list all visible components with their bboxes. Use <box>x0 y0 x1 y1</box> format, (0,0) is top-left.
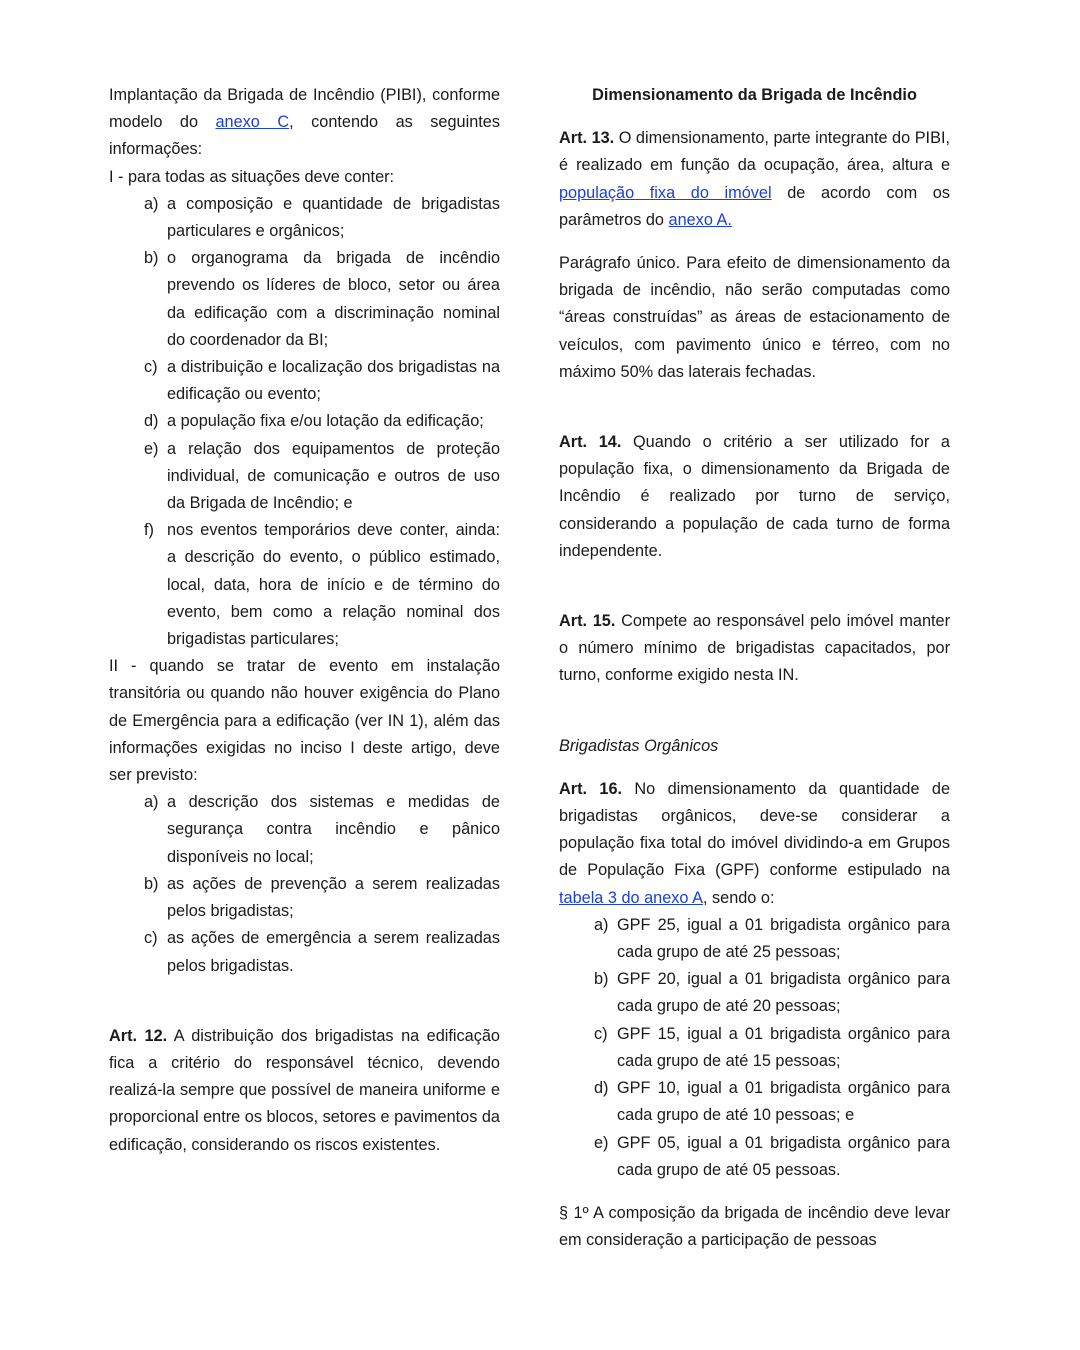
list-item <box>144 408 500 435</box>
list-item-text: a descrição dos sistemas e medidas de segurança contra incêndio e pânico disponíveis no local; <box>167 793 500 866</box>
list-item-text: GPF 15, igual a 01 brigadista orgânico para cada grupo de até 15 pessoas; <box>617 1024 950 1070</box>
art13-text: O dimensionamento, parte integrante do PIBI, é realizado em função da ocupação, área, altura e <box>559 129 950 175</box>
list-item <box>594 1075 950 1129</box>
paragrafo-unico: Parágrafo único. Para efeito de dimensionamento da brigada de incêndio, não serão computadas como “áreas construídas” as áreas de estacionamento de veículos, com pavimento único e térreo, com no máximo 50% das laterais fechadas. <box>559 254 950 381</box>
list-marker: b) <box>144 874 159 893</box>
list-item-text: GPF 20, igual a 01 brigadista orgânico para cada grupo de até 20 pessoas; <box>617 970 950 1016</box>
art14-paragraph <box>559 429 950 565</box>
intro-text-end: , contendo as seguintes informações: <box>109 113 500 159</box>
art16-label: Art. 16. <box>559 779 623 798</box>
list-item <box>144 354 500 408</box>
right-column <box>559 82 950 1254</box>
list-marker: c) <box>144 929 158 948</box>
list-item <box>144 789 500 871</box>
art16-text-end: , sendo o: <box>702 888 775 907</box>
list-item-text: nos eventos temporários deve conter, ainda: a descrição do evento, o público estimado, local, data, hora de início e de término do evento, bem como a relação nominal dos brigadistas particulares; <box>167 521 500 649</box>
list-marker: e) <box>144 439 159 458</box>
paragraph-1: § 1º A composição da brigada de incêndio deve levar em consideração a participação de pessoas <box>559 1203 950 1250</box>
list-item-text: a população fixa e/ou lotação da edificação; <box>167 412 484 431</box>
list-marker: c) <box>144 358 158 377</box>
art16-text: No dimensionamento da quantidade de brigadistas orgânicos, deve-se considerar a população fixa total do imóvel dividindo-a em Grupos de População Fixa (GPF) conforme estipulado na <box>559 779 950 880</box>
art15-text: Compete ao responsável pelo imóvel manter o número mínimo de brigadistas capacitados, por turno, conforme exigido nesta IN. <box>559 612 950 685</box>
list-item-text: as ações de emergência a serem realizadas pelos brigadistas. <box>167 929 500 975</box>
intro-text: Implantação da Brigada de Incêndio (PIBI), conforme modelo do <box>109 86 500 132</box>
inciso-ii-list <box>109 789 500 979</box>
art12-paragraph <box>109 1023 500 1159</box>
list-item <box>144 871 500 925</box>
list-marker: d) <box>144 412 159 431</box>
list-item <box>144 245 500 354</box>
list-item-text: GPF 25, igual a 01 brigadista orgânico para cada grupo de até 25 pessoas; <box>617 915 950 962</box>
section-heading: Dimensionamento da Brigada de Incêndio <box>592 86 917 104</box>
intro-paragraph <box>109 82 500 164</box>
anexo-c-link[interactable]: anexo C <box>215 113 290 132</box>
list-item <box>594 912 950 966</box>
list-marker: e) <box>594 1133 609 1152</box>
art16-paragraph <box>559 776 950 912</box>
list-item <box>594 1021 950 1075</box>
list-item-text: a distribuição e localização dos brigadistas na edificação ou evento; <box>167 358 500 404</box>
art13-paragraph <box>559 125 950 234</box>
art14-text: Quando o critério a ser utilizado for a população fixa, o dimensionamento da Brigada de Incêndio é realizado por turno de serviço, considerando a população de cada turno de forma independente. <box>559 433 950 560</box>
list-item-text: GPF 10, igual a 01 brigadista orgânico para cada grupo de até 10 pessoas; e <box>617 1079 950 1125</box>
populacao-fixa-link[interactable]: população fixa do imóvel <box>559 183 772 202</box>
list-item-text: a composição e quantidade de brigadistas particulares e orgânicos; <box>167 194 500 241</box>
art14-label: Art. 14. <box>559 433 622 452</box>
list-item <box>144 436 500 518</box>
inciso-i: I - para todas as situações deve conter: <box>109 167 395 186</box>
subheading: Brigadistas Orgânicos <box>559 736 719 755</box>
list-marker: a) <box>144 793 159 812</box>
anexo-a-link[interactable]: anexo A. <box>668 210 732 229</box>
art16-list <box>559 912 950 1184</box>
tabela-3-link[interactable]: tabela 3 do anexo A <box>559 888 703 907</box>
list-item-text: GPF 05, igual a 01 brigadista orgânico para cada grupo de até 05 pessoas. <box>617 1133 950 1179</box>
list-marker: f) <box>144 521 154 540</box>
list-marker: a) <box>594 915 609 934</box>
art15-label: Art. 15. <box>559 612 616 631</box>
list-marker: b) <box>594 970 609 989</box>
art15-paragraph <box>559 608 950 690</box>
list-item <box>144 191 500 245</box>
list-item <box>594 966 950 1020</box>
list-item-text: o organograma da brigada de incêndio prevendo os líderes de bloco, setor ou área da edificação com a discriminação nominal do coordenador da BI; <box>167 249 500 349</box>
list-marker: a) <box>144 194 159 213</box>
art12-label: Art. 12. <box>109 1026 168 1045</box>
art12-text: A distribuição dos brigadistas na edificação fica a critério do responsável técnico, devendo realizá-la sempre que possível de maneira uniforme e proporcional entre os blocos, setores e pavimentos da edificação, considerando os riscos existentes. <box>109 1026 500 1154</box>
left-column <box>109 82 500 1159</box>
list-item <box>144 925 500 979</box>
list-marker: d) <box>594 1079 609 1098</box>
art13-label: Art. 13. <box>559 129 615 148</box>
inciso-i-list <box>109 191 500 653</box>
list-item-text: a relação dos equipamentos de proteção individual, de comunicação e outros de uso da Brigada de Incêndio; e <box>167 439 500 513</box>
inciso-ii: II - quando se tratar de evento em instalação transitória ou quando não houver exigência do Plano de Emergência para a edificação (ver IN 1), além das informações exigidas no inciso I deste artigo, deve ser previsto: <box>109 657 500 785</box>
list-item <box>594 1130 950 1184</box>
list-item <box>144 517 500 653</box>
list-marker: c) <box>594 1024 608 1043</box>
list-item-text: as ações de prevenção a serem realizadas pelos brigadistas; <box>167 874 500 921</box>
art13-text-mid: de acordo com os parâmetros do <box>559 183 950 229</box>
list-marker: b) <box>144 249 159 268</box>
